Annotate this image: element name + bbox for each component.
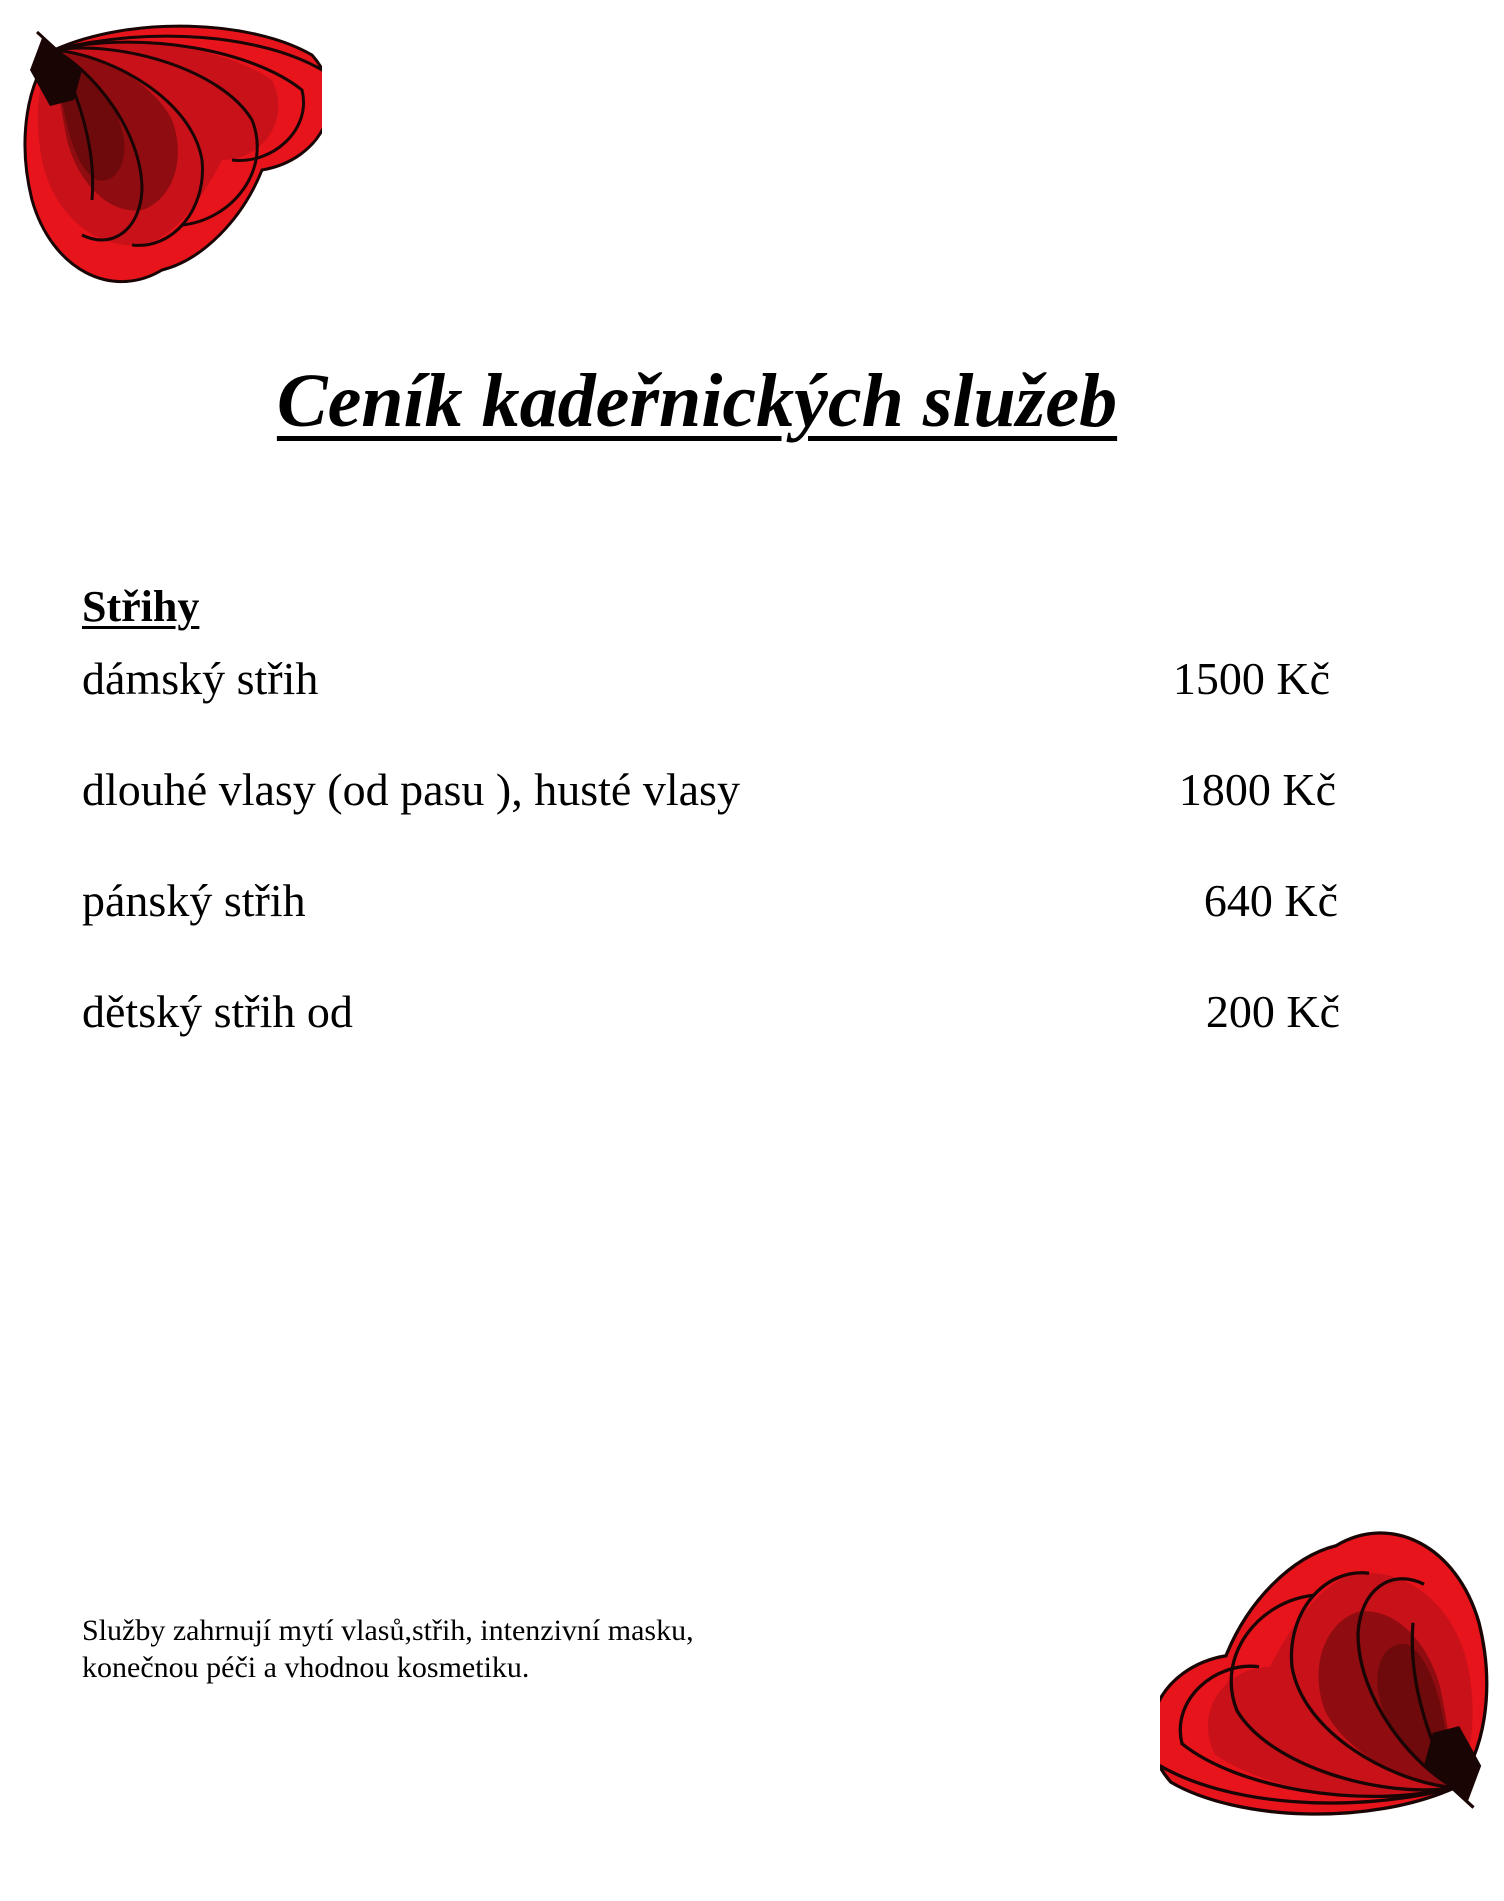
service-price: 1500 Kč [1172,653,1330,704]
price-row [82,653,1342,767]
service-name: pánský střih [82,875,306,926]
footnote [82,1612,842,1686]
footnote-line: konečnou péči a vhodnou kosmetiku. [82,1651,530,1684]
service-name: dámský střih [82,653,319,704]
footnote-line: Služby zahrnují mytí vlasů,střih, intenzivní masku, [82,1614,694,1647]
price-list [82,653,1342,1100]
price-row [82,764,1342,878]
service-price: 200 Kč [1205,986,1340,1037]
red-petal-icon [22,10,322,295]
service-price: 1800 Kč [1178,764,1336,815]
service-price: 640 Kč [1203,875,1338,926]
service-name: dětský střih od [82,986,353,1037]
price-row [82,875,1342,989]
service-name: dlouhé vlasy (od pasu ), husté vlasy [82,764,740,815]
section-heading: Střihy [82,581,200,631]
red-petal-icon [1160,1510,1490,1840]
page-title: Ceník kadeřnických služeb [276,358,1118,443]
price-row [82,986,1342,1100]
